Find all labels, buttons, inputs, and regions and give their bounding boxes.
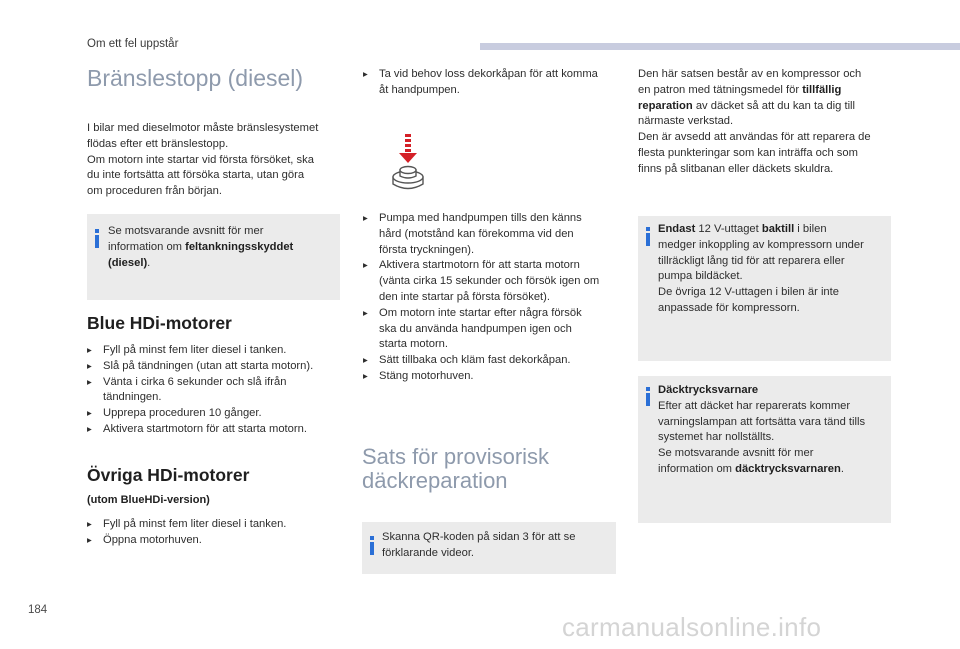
list-item: ▸ Aktivera startmotorn för att starta motorn	[363, 258, 625, 274]
text-line: flesta punkteringar som kan inträffa och som	[638, 146, 858, 159]
info-line: information om däcktrycksvarnaren.	[658, 462, 844, 475]
blue-hdi-steps	[87, 343, 347, 438]
text-line: Den är avsedd att användas för att reparera de	[638, 131, 871, 144]
other-hdi-title: Övriga HDi-motorer	[87, 465, 250, 485]
info-icon	[369, 536, 375, 555]
list-item: ▸ Vänta i cirka 6 sekunder och slå ifrån	[87, 375, 347, 391]
info-icon	[645, 227, 651, 246]
info-line: De övriga 12 V-uttagen i bilen är inte	[658, 286, 839, 299]
list-item: ▸ Om motorn inte startar efter några försök	[363, 306, 625, 322]
arrow-bullet-icon: ▸	[87, 360, 92, 372]
text-line: flödas efter ett bränslestopp.	[87, 137, 229, 150]
info-line: Se motsvarande avsnitt för mer	[108, 225, 264, 237]
fuel-intro	[87, 121, 347, 200]
section-header: Om ett fel uppstår	[87, 38, 179, 50]
arrow-bullet-icon: ▸	[363, 355, 368, 367]
list-item: ▸ Öppna motorhuven.	[87, 533, 347, 549]
list-item: ▸ Slå på tändningen (utan att starta motorn).	[87, 359, 347, 375]
info-box-misfuel	[87, 214, 340, 300]
info-line: (diesel).	[108, 256, 151, 269]
info-line: medger inkoppling av kompressorn under	[658, 238, 864, 251]
info-line: information om feltankningsskyddet	[108, 240, 294, 253]
info-line: pumpa bildäcket.	[658, 270, 743, 283]
list-item: ▸ Fyll på minst fem liter diesel i tanken.	[87, 343, 347, 359]
arrow-bullet-icon: ▸	[87, 519, 92, 530]
list-item: ▸ Ta vid behov loss dekorkåpan för att komma	[363, 67, 623, 83]
text-line: en patron med tätningsmedel för tillfällig	[638, 83, 842, 96]
pump-steps	[363, 211, 625, 385]
page-number: 184	[28, 604, 48, 616]
list-item: (vänta cirka 15 sekunder och försök igen om	[379, 275, 600, 288]
list-item: den inte startar på första försöket).	[379, 290, 551, 303]
info-box-tpms	[638, 376, 891, 523]
info-box-12v	[638, 216, 891, 361]
tyre-repair-title	[362, 445, 622, 493]
info-line: Se motsvarande avsnitt för mer	[658, 447, 814, 460]
arrow-bullet-icon: ▸	[363, 69, 368, 80]
info-icon	[94, 229, 100, 248]
arrow-bullet-icon: ▸	[87, 376, 92, 388]
list-item: ▸ Sätt tillbaka och kläm fast dekorkåpan.	[363, 353, 625, 369]
info-line: Endast 12 V-uttaget baktill i bilen	[658, 223, 827, 235]
hand-pump-icon	[388, 132, 428, 196]
info-line: varningslampan att fortsätta vara tänd tills	[658, 415, 866, 428]
info-box-qr	[362, 522, 616, 574]
list-item: tändningen.	[103, 391, 162, 404]
list-item: ▸ Pumpa med handpumpen tills den känns	[363, 211, 625, 227]
arrow-bullet-icon: ▸	[363, 370, 368, 382]
info-line: Efter att däcket har reparerats kommer	[658, 399, 851, 412]
text-line: Den här satsen består av en kompressor och	[638, 68, 862, 80]
kit-description	[638, 67, 898, 178]
arrow-bullet-icon: ▸	[87, 534, 92, 546]
arrow-bullet-icon: ▸	[363, 213, 368, 224]
list-item: ▸ Aktivera startmotorn för att starta motorn.	[87, 422, 347, 438]
arrow-bullet-icon: ▸	[363, 260, 368, 272]
arrow-bullet-icon: ▸	[87, 408, 92, 420]
list-item: åt handpumpen.	[379, 83, 460, 96]
info-title: Däcktrycksvarnare	[658, 384, 759, 396]
blue-hdi-title: Blue HDi-motorer	[87, 313, 232, 333]
text-line: närmaste verkstad.	[638, 115, 734, 128]
info-line: systemet har nollställts.	[658, 431, 775, 444]
watermark: carmanualsonline.info	[562, 612, 822, 642]
list-item: ▸ Fyll på minst fem liter diesel i tanken.	[87, 517, 347, 533]
list-item: ▸ Upprepa proceduren 10 gånger.	[87, 406, 347, 422]
info-line: tillräckligt lång tid för att reparera eller	[658, 254, 845, 267]
list-item: första tryckningen).	[379, 243, 475, 256]
list-item: hård (motstånd kan förekomma vid den	[379, 227, 574, 240]
other-hdi-subtitle: (utom BlueHDi-version)	[87, 494, 210, 506]
arrow-bullet-icon: ▸	[87, 423, 92, 435]
title-line: Sats för provisorisk	[362, 444, 550, 469]
cover-step	[363, 67, 623, 99]
text-line: om proceduren från början.	[87, 185, 222, 198]
other-hdi-steps	[87, 517, 347, 549]
text-line: reparation av däcket så att du kan ta dig till	[638, 99, 856, 112]
list-item: ska du använda handpumpen igen och	[379, 322, 572, 335]
text-line: I bilar med dieselmotor måste bränslesystemet	[87, 122, 319, 134]
fuel-stop-title: Bränslestopp (diesel)	[87, 65, 304, 91]
list-item: ▸ Stäng motorhuven.	[363, 369, 625, 385]
text-line: du inte fortsätta att försöka starta, utan göra	[87, 169, 305, 182]
title-line: däckreparation	[362, 468, 508, 493]
text-line: Om motorn inte startar vid första försöket, ska	[87, 153, 314, 166]
list-item: starta motorn.	[379, 338, 449, 351]
arrow-bullet-icon: ▸	[87, 345, 92, 356]
header-bar	[480, 43, 960, 50]
info-line: Skanna QR-koden på sidan 3 för att se	[382, 531, 576, 543]
info-icon	[645, 387, 651, 406]
info-line: förklarande videor.	[382, 546, 475, 559]
arrow-bullet-icon: ▸	[363, 307, 368, 319]
text-line: finns på slitbanan eller däckets skuldra.	[638, 162, 834, 175]
info-line: anpassade för kompressorn.	[658, 301, 800, 314]
